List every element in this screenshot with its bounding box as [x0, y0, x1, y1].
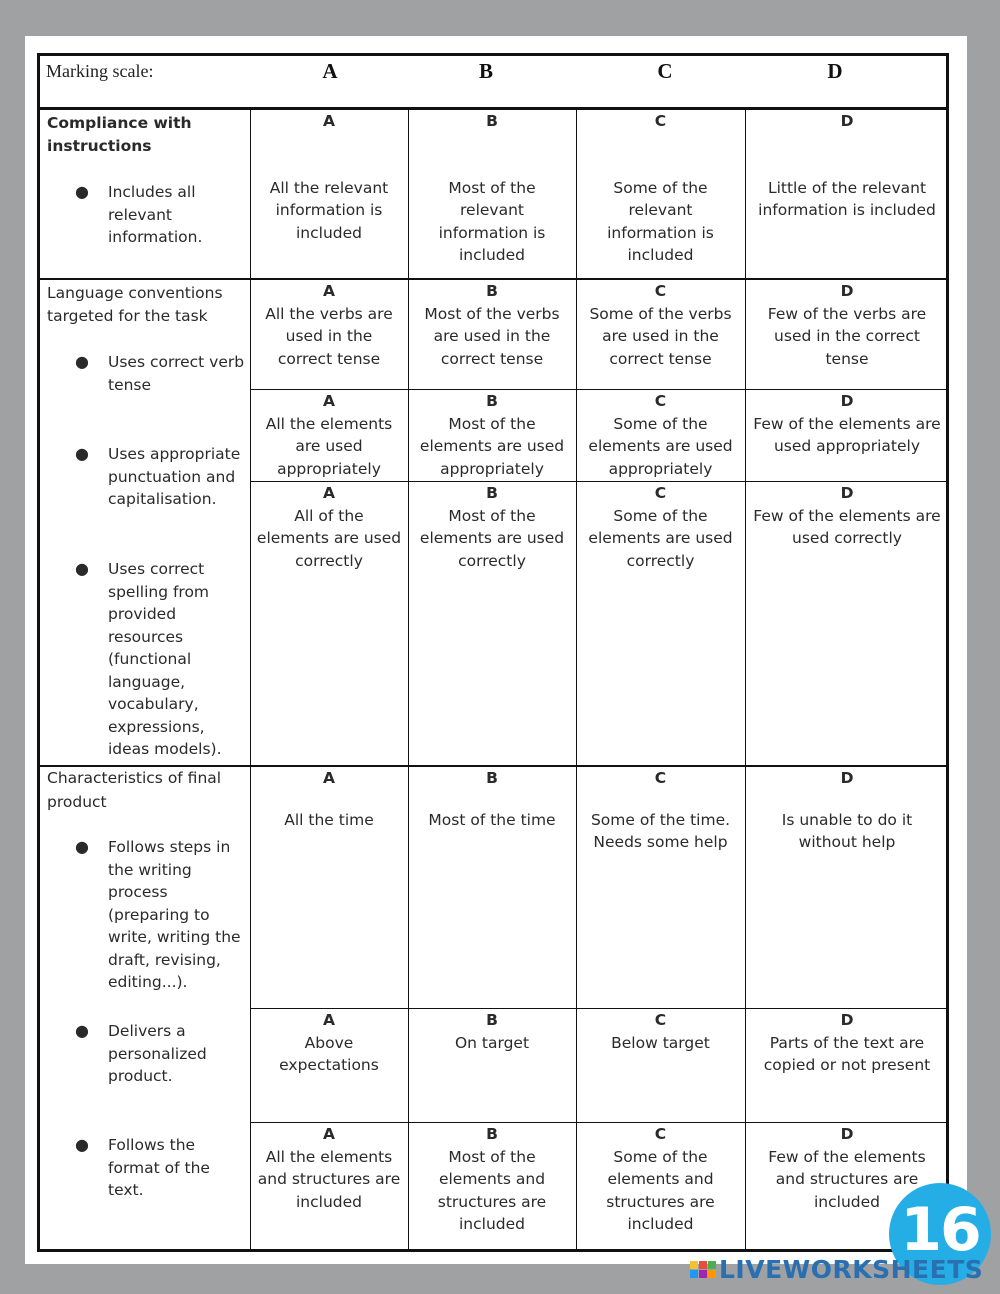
cell-text-line: Most of the — [448, 178, 536, 197]
cell-grade-letter: A — [323, 1011, 335, 1029]
cell-grade-letter: A — [323, 769, 335, 787]
cell-text-line: appropriately — [440, 459, 544, 478]
cell-grade-letter: B — [486, 282, 498, 300]
cell-grade-letter: A — [323, 112, 335, 130]
cell-grade-letter: D — [840, 484, 854, 502]
cell-grade-letter: C — [654, 282, 667, 300]
brand-tile — [708, 1261, 716, 1269]
table-border-bottom — [37, 1249, 949, 1252]
text-line: punctuation and — [108, 467, 236, 486]
rubric-cell-b — [408, 389, 576, 481]
brand-wordmark: LIVEWORKSHEETS — [719, 1254, 984, 1284]
text-line: resources — [108, 627, 184, 646]
rubric-cell-a — [250, 109, 408, 279]
cell-text-line: included — [296, 1192, 362, 1211]
cell-text-line: copied or not present — [763, 1056, 931, 1074]
brand-tile — [690, 1270, 698, 1278]
brand-tile — [699, 1261, 707, 1269]
text-line: the writing — [108, 860, 192, 879]
cell-text-line: Most of the — [448, 414, 536, 433]
criterion-title-line: instructions — [47, 137, 152, 155]
cell-text-line: elements are used — [588, 437, 733, 455]
cell-text-line: relevant — [460, 201, 524, 219]
cell-text-line: appropriately — [608, 459, 713, 478]
rubric-cell-b — [408, 766, 576, 1008]
criterion-compliance — [37, 109, 250, 279]
column-divider — [576, 109, 577, 1251]
cell-text-line: tense — [825, 349, 869, 368]
rubric-cell-a — [250, 389, 408, 481]
cell-text-line: are used — [295, 437, 363, 455]
cell-text-line: structures are — [606, 1192, 715, 1211]
text-line: editing...). — [108, 973, 188, 991]
row-divider — [250, 481, 949, 482]
criterion-bullet — [75, 836, 248, 994]
cell-text-line: Some of the verbs — [589, 304, 732, 323]
cell-text-line: elements are used — [256, 529, 402, 547]
cell-text-line: included — [814, 1192, 880, 1211]
cell-text-line: Few of the elements — [768, 1147, 926, 1166]
text-line: text. — [108, 1181, 144, 1199]
text-line: vocabulary, — [108, 695, 199, 713]
text-line: personalized — [108, 1044, 207, 1063]
section-divider — [37, 765, 949, 767]
cell-text-line: correctly — [458, 551, 526, 570]
text-line: Follows the — [108, 1136, 196, 1154]
cell-grade-letter: B — [486, 392, 498, 410]
criterion-title-line: product — [47, 793, 107, 811]
cell-text-line: Some of the — [613, 506, 708, 525]
cell-text-line: used in the — [285, 327, 373, 345]
cell-text-line: included — [459, 1215, 525, 1233]
cell-text-line: information is included — [758, 201, 936, 219]
cell-text-line: are used in the — [602, 327, 719, 345]
criterion-title-line: Language conventions — [47, 284, 223, 302]
brand-tile — [690, 1261, 698, 1269]
criterion-characteristics — [37, 766, 250, 1251]
cell-text-line: correctly — [626, 551, 695, 570]
rubric-cell-b — [408, 109, 576, 279]
cell-grade-letter: C — [654, 392, 667, 410]
bullet-text — [108, 836, 248, 994]
cell-text-line: Few of the elements are — [753, 506, 941, 525]
cell-grade-letter: D — [840, 282, 854, 300]
text-line: Follows steps in — [108, 838, 231, 856]
cell-text-line: included — [627, 246, 694, 264]
cell-grade-letter: D — [840, 392, 854, 410]
rubric-cell-c — [576, 389, 745, 481]
text-line: language, — [108, 672, 186, 691]
header-grade-b: B — [478, 59, 493, 83]
text-line: format of the — [108, 1158, 210, 1177]
text-line: (functional — [108, 650, 192, 668]
cell-text-line: appropriately — [277, 459, 381, 478]
table-border-right — [946, 53, 949, 1252]
cell-grade-letter: B — [486, 769, 498, 787]
rubric-cell-d — [745, 279, 949, 389]
cell-text-line: elements and — [438, 1170, 546, 1188]
text-line: Uses correct verb — [108, 353, 245, 371]
text-line: Includes all — [108, 183, 196, 201]
row-divider — [250, 1122, 949, 1123]
rubric-cell-a — [250, 279, 408, 389]
cell-text-line: correctly — [295, 551, 363, 570]
column-divider — [408, 109, 409, 1251]
criterion-bullet — [75, 351, 248, 396]
cell-text-line: Few of the verbs are — [767, 304, 927, 323]
cell-text-line: elements and — [607, 1170, 714, 1188]
cell-text-line: All the verbs are — [265, 304, 393, 323]
rubric-cell-a — [250, 1122, 408, 1251]
text-line: process — [108, 883, 168, 901]
rubric-cell-a — [250, 481, 408, 766]
header-grade-c: C — [657, 59, 673, 83]
table-border-left — [37, 53, 40, 1252]
text-line: (preparing to — [108, 905, 210, 924]
row-divider — [250, 389, 949, 390]
bullet-dot-icon: ● — [75, 352, 89, 371]
rubric-cell-c — [576, 1008, 745, 1122]
cell-text-line: All the relevant — [269, 178, 389, 197]
text-line: provided — [108, 605, 177, 623]
bullet-dot-icon: ● — [75, 1135, 89, 1154]
cell-text-line: information is — [275, 201, 383, 219]
bullet-text — [108, 181, 248, 249]
cell-text-line: elements are used — [419, 437, 565, 455]
rubric-cell-c — [576, 481, 745, 766]
cell-text-line: Some of the time. — [590, 810, 731, 829]
text-line: ideas models). — [108, 740, 222, 758]
cell-text-line: Parts of the text are — [769, 1033, 925, 1052]
cell-text-line: elements are used — [419, 529, 565, 547]
text-line: Uses appropriate — [108, 445, 241, 463]
cell-text-line: Most of the time — [428, 810, 556, 829]
cell-text-line: Little of the relevant — [767, 178, 927, 197]
cell-text-line: Below target — [611, 1033, 710, 1052]
bullet-text — [108, 558, 248, 761]
cell-text-line: All the elements — [265, 414, 393, 433]
cell-text-line: Most of the verbs — [424, 304, 560, 323]
cell-grade-letter: B — [486, 484, 498, 502]
rubric-cell-c — [576, 109, 745, 279]
column-divider — [745, 109, 746, 1251]
rubric-cell-d — [745, 481, 949, 766]
cell-grade-letter: A — [323, 1125, 335, 1143]
text-line: product. — [108, 1067, 173, 1085]
marking-scale-label: Marking scale: — [46, 61, 154, 81]
bullet-dot-icon: ● — [75, 559, 89, 578]
cell-grade-letter: B — [486, 112, 498, 130]
cell-text-line: used in the correct — [774, 327, 920, 345]
cell-grade-letter: C — [654, 1125, 667, 1143]
text-line: Delivers a — [108, 1022, 186, 1040]
bullet-dot-icon: ● — [75, 182, 89, 201]
rubric-cell-d — [745, 389, 949, 481]
cell-text-line: correct tense — [440, 349, 544, 368]
criterion-bullet — [75, 1134, 248, 1202]
cell-text-line: without help — [798, 833, 896, 851]
badge-number: 16 — [900, 1195, 980, 1265]
text-line: draft, revising, — [108, 950, 221, 969]
bullet-dot-icon: ● — [75, 444, 89, 463]
cell-grade-letter: A — [323, 392, 335, 410]
rubric-cell-d — [745, 1008, 949, 1122]
header-grade-d: D — [827, 59, 843, 83]
bullet-text — [108, 1134, 248, 1202]
rubric-cell-c — [576, 766, 745, 1008]
rubric-cell-b — [408, 279, 576, 389]
column-divider — [250, 109, 251, 1251]
rubric-cell-b — [408, 1008, 576, 1122]
cell-text-line: correct tense — [277, 349, 381, 368]
cell-text-line: used appropriately — [773, 437, 920, 455]
cell-text-line: Most of the — [448, 1147, 536, 1166]
cell-grade-letter: D — [840, 769, 854, 787]
cell-grade-letter: C — [654, 112, 667, 130]
rubric-cell-d — [745, 766, 949, 1008]
criterion-bullet — [75, 443, 248, 511]
brand-tiles-icon — [690, 1261, 716, 1278]
criterion-bullet — [75, 558, 248, 761]
bullet-dot-icon: ● — [75, 1021, 89, 1040]
cell-text-line: All the time — [284, 810, 374, 829]
cell-grade-letter: D — [840, 112, 854, 130]
cell-text-line: expectations — [279, 1056, 379, 1074]
cell-text-line: All of the — [294, 506, 364, 525]
section-divider — [37, 278, 949, 280]
brand-tile — [708, 1270, 716, 1278]
cell-text-line: Some of the — [613, 178, 708, 197]
cell-grade-letter: A — [323, 282, 335, 300]
criterion-title-line: targeted for the task — [47, 307, 208, 325]
cell-text-line: are used in the — [433, 327, 551, 345]
cell-text-line: Is unable to do it — [781, 810, 913, 829]
cell-grade-letter: A — [323, 484, 335, 502]
cell-text-line: and structures are — [257, 1170, 401, 1188]
rubric-cell-d — [745, 109, 949, 279]
cell-text-line: Above — [304, 1033, 354, 1052]
brand-tile — [699, 1270, 707, 1278]
table-border-top — [37, 53, 949, 56]
header-divider — [37, 107, 949, 110]
criterion-language — [37, 279, 250, 766]
cell-grade-letter: D — [840, 1011, 854, 1029]
cell-text-line: All the elements — [265, 1147, 393, 1166]
rubric-cell-a — [250, 1008, 408, 1122]
rubric-cell-c — [576, 279, 745, 389]
cell-text-line: Some of the — [613, 414, 708, 433]
cell-grade-letter: B — [486, 1125, 498, 1143]
cell-grade-letter: B — [486, 1011, 498, 1029]
text-line: write, writing the — [108, 928, 241, 946]
header-grade-a: A — [322, 59, 338, 83]
rubric-cell-b — [408, 1122, 576, 1251]
cell-text-line: included — [459, 246, 525, 264]
criterion-bullet — [75, 181, 248, 249]
cell-text-line: Few of the elements are — [753, 414, 941, 433]
criterion-title-line: Characteristics of final — [47, 769, 222, 787]
cell-text-line: and structures are — [775, 1170, 919, 1188]
cell-text-line: information is — [607, 223, 714, 242]
liveworksheets-brand — [690, 1254, 983, 1284]
cell-text-line: Needs some help — [593, 833, 728, 851]
text-line: spelling from — [108, 582, 210, 601]
cell-text-line: included — [627, 1215, 694, 1233]
bullet-text — [108, 1020, 248, 1088]
text-line: information. — [108, 228, 203, 246]
rubric-cell-a — [250, 766, 408, 1008]
text-line: tense — [108, 375, 152, 394]
cell-text-line: correct tense — [609, 349, 712, 368]
cell-grade-letter: C — [654, 1011, 667, 1029]
cell-text-line: information is — [438, 223, 546, 242]
text-line: expressions, — [108, 717, 205, 736]
marking-scale-header — [37, 53, 949, 109]
rubric-cell-b — [408, 481, 576, 766]
criterion-title-line: Compliance with — [47, 114, 192, 132]
rubric-cell-c — [576, 1122, 745, 1251]
cell-grade-letter: D — [840, 1125, 854, 1143]
cell-text-line: relevant — [628, 201, 693, 219]
bullet-text — [108, 443, 248, 511]
text-line: relevant — [108, 205, 172, 224]
cell-grade-letter: C — [654, 484, 667, 502]
cell-text-line: used correctly — [792, 529, 902, 547]
cell-grade-letter: C — [654, 769, 667, 787]
bullet-text — [108, 351, 248, 396]
criterion-bullet — [75, 1020, 248, 1088]
cell-text-line: Most of the — [448, 506, 536, 525]
text-line: Uses correct — [108, 560, 205, 578]
cell-text-line: elements are used — [588, 529, 733, 547]
text-line: capitalisation. — [108, 490, 217, 508]
cell-text-line: included — [296, 223, 362, 242]
cell-text-line: structures are — [437, 1192, 547, 1211]
cell-text-line: On target — [454, 1033, 530, 1052]
row-divider — [250, 1008, 949, 1009]
cell-text-line: Some of the — [613, 1147, 708, 1166]
bullet-dot-icon: ● — [75, 837, 89, 856]
